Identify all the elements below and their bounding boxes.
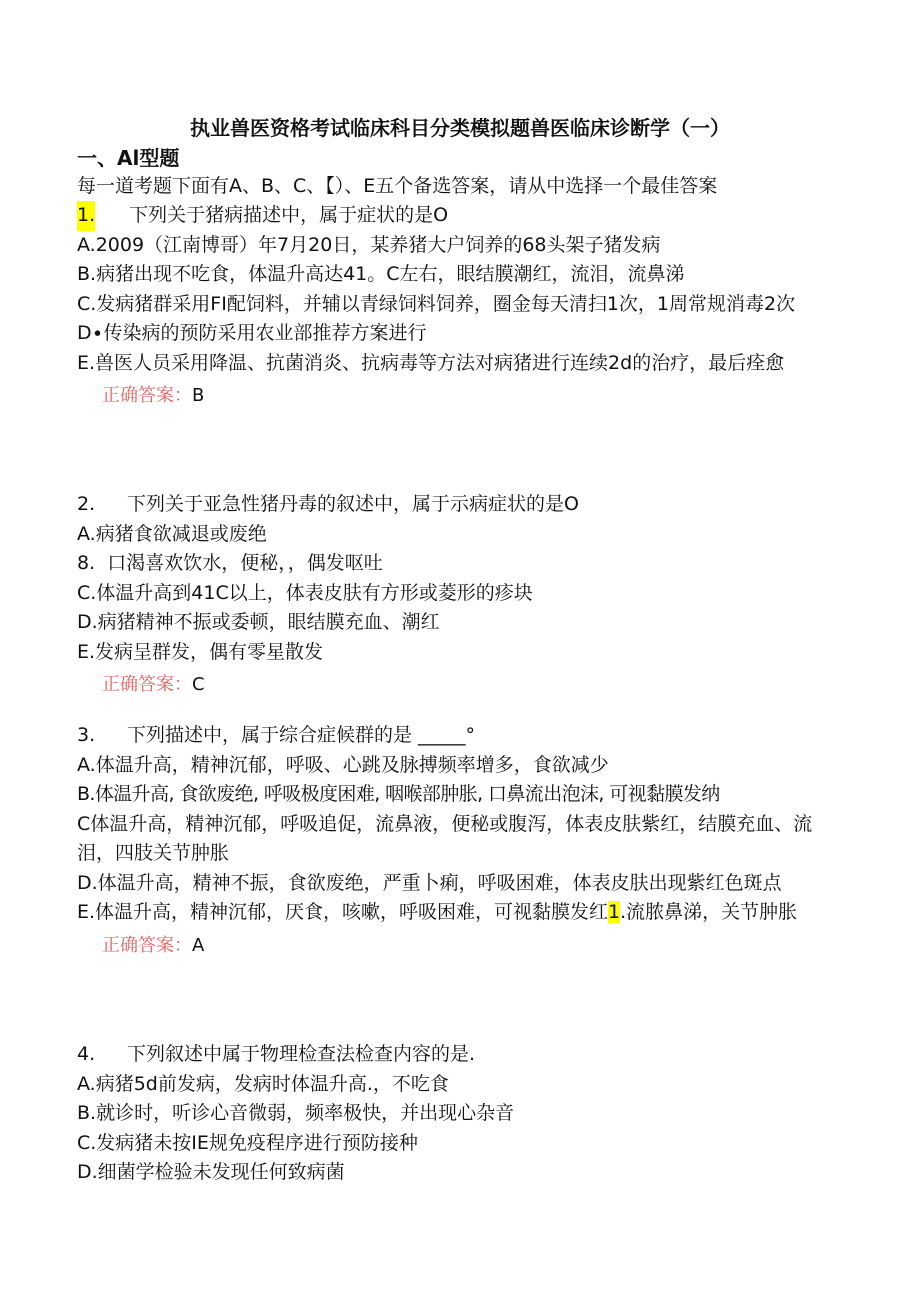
question-stem — [77, 1040, 837, 1070]
answer-value: C — [192, 674, 205, 695]
correct-answer — [77, 670, 837, 700]
option-a: A.病猪5d前发病，发病时体温升高.，不吃食 — [77, 1072, 449, 1095]
option-e-text: E.体温升高，精神沉郁，厌食，咳嗽，呼吸困难，可视黏膜发红 — [77, 901, 609, 923]
question-3 — [77, 721, 837, 961]
instruction-text: 每一道考题下面有A、B、C、【）、E五个备选答案，请从中选择一个最佳答案 — [77, 175, 718, 197]
answer-value: A — [192, 934, 205, 956]
question-text: 下列描述中，属于综合症候群的是 _____° — [127, 724, 476, 746]
option-b: 8. 口渴喜欢饮水，便秘，，偶发呕吐 — [77, 552, 383, 574]
question-stem — [77, 490, 837, 520]
option-e: E.发病呈群发，偶有零星散发 — [77, 640, 324, 663]
option-c: C体温升高，精神沉郁，呼吸追促，流鼻液，便秘或腹泻，体表皮肤紫红，结膜充血、流泪，四肢关节肿胀 — [77, 812, 813, 864]
correct-answer — [77, 381, 837, 411]
option-e-text-end: .流脓鼻涕，关节肿胀 — [620, 901, 798, 923]
option-d: D.体温升高，精神不振，食欲废绝，严重卜痢，呼吸困难，体表皮肤出现紫红色斑点 — [77, 871, 782, 894]
question-4 — [77, 1040, 837, 1188]
question-number: 4. — [77, 1043, 96, 1065]
question-1 — [77, 201, 837, 411]
option-b: B.就诊时，听诊心音微弱，频率极快，并出现心杂音 — [77, 1102, 515, 1124]
question-number: 2. — [77, 493, 96, 515]
option-d: D∙传染病的预防采用农业部推荐方案进行 — [77, 322, 427, 344]
option-d: D.病猪精神不振或委顿，眼结膜充血、潮红 — [77, 611, 440, 633]
correct-answer — [77, 931, 837, 961]
option-a: A.2009（江南博哥）年7月20日，某养猪大户饲养的68头架子猪发病 — [77, 233, 661, 256]
option-b: B.病猪出现不吃食，体温升高达41。C左右，眼结膜潮红，流泪，流鼻涕 — [77, 263, 685, 285]
question-text: 下列叙述中属于物理检查法检查内容的是. — [127, 1043, 476, 1065]
answer-label: 正确答案： — [102, 934, 192, 956]
question-2 — [77, 490, 837, 700]
option-b: B.体温升高, 食欲废绝, 呼吸极度困难, 咽喉部肿胀, 口鼻流出泡沫, 可视黏膜发纳 — [77, 783, 720, 805]
question-stem — [77, 721, 837, 751]
question-text: 下列关于亚急性猪丹毒的叙述中，属于示病症状的是O — [127, 493, 579, 515]
page-title: 执业兽医资格考试临床科目分类模拟题兽医临床诊断学（一） — [190, 116, 730, 140]
option-c: C.发病猪未按IE规免疫程序进行预防接种 — [77, 1131, 418, 1154]
highlighted-mark: 1 — [608, 901, 621, 923]
question-stem — [77, 201, 837, 231]
option-c: C.发病猪群采用FI配饲料，并辅以青绿饲料饲养，圈金每天清扫1次，1周常规消毒2次 — [77, 292, 796, 315]
option-a: A.病猪食欲减退或废绝 — [77, 522, 267, 545]
option-c: C.体温升高到41C以上，体表皮肤有方形或菱形的疹块 — [77, 581, 533, 604]
answer-value: B — [192, 385, 205, 406]
question-text: 下列关于猪病描述中，属于症状的是O — [129, 204, 449, 226]
answer-label: 正确答案： — [102, 674, 192, 695]
question-number: 3. — [77, 724, 96, 746]
option-a: A.体温升高，精神沉郁，呼吸、心跳及脉搏频率增多，食欲减少 — [77, 753, 609, 776]
section-heading: 一、Al型题 — [77, 146, 180, 170]
option-e: E.兽医人员采用降温、抗菌消炎、抗病毒等方法对病猪进行连续2d的治疗，最后痊愈 — [77, 351, 785, 374]
question-number: 1. — [77, 201, 95, 231]
option-d: D.细菌学检验未发现任何致病菌 — [77, 1161, 345, 1183]
answer-label: 正确答案： — [102, 385, 192, 406]
option-e — [77, 898, 837, 928]
